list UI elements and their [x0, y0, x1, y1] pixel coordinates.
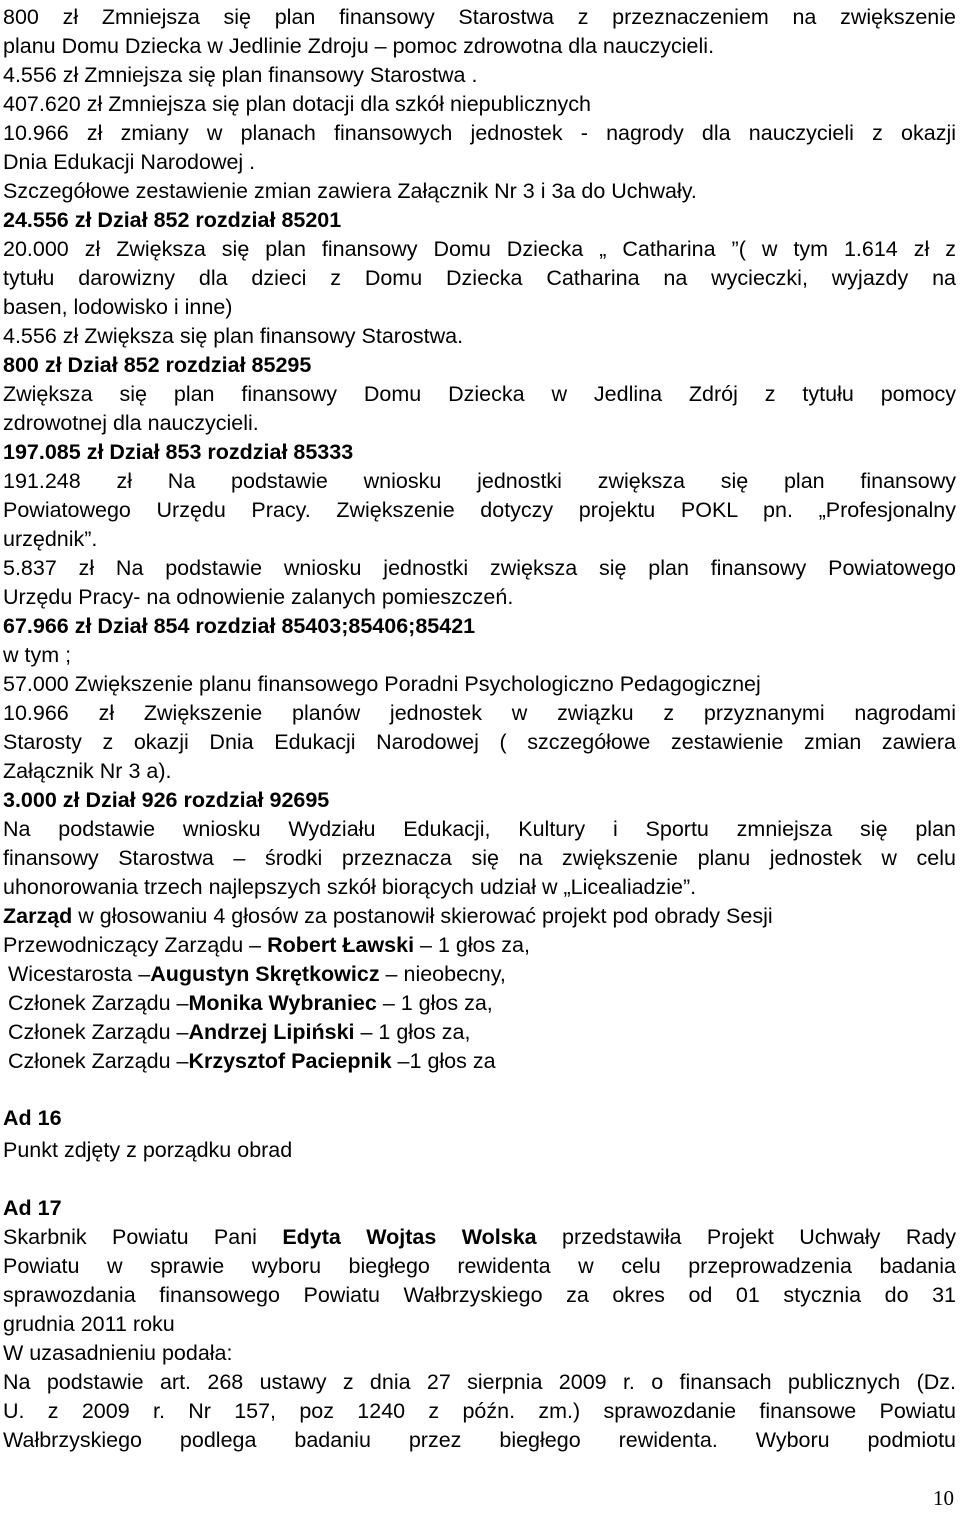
text-run: Zwiększa się plan finansowy Domu Dziecka w Jedlina Zdrój z tytułu pomocy: [3, 382, 956, 406]
text-run: Przewodniczący Zarządu –: [3, 933, 268, 957]
text-run: Starosty z okazji Dnia Edukacji Narodowej ( szczegółowe zestawienie zmian zawiera: [3, 730, 956, 754]
text-line: [3, 264, 956, 293]
text-run: Skarbnik Powiatu Pani: [3, 1225, 283, 1249]
text-run: Powiatowego Urzędu Pracy. Zwiększenie dotyczy projektu POKL pn. „Profesjonalny: [3, 498, 956, 522]
text-line: [8, 1018, 960, 1047]
text-run: W uzasadnieniu podała:: [3, 1341, 233, 1365]
text-line: [3, 612, 956, 641]
text-line: [3, 322, 956, 351]
text-run: 20.000 zł Zwiększa się plan finansowy Domu Dziecka „ Catharina ”( w tym 1.614 zł z: [3, 237, 956, 261]
text-line: [3, 1223, 956, 1252]
text-run: 191.248 zł Na podstawie wniosku jednostki zwiększa się plan finansowy: [3, 469, 956, 493]
text-line: [3, 873, 956, 902]
text-line: [3, 1104, 956, 1133]
text-run: Powiatu w sprawie wyboru biegłego rewidenta w celu przeprowadzenia badania: [3, 1254, 956, 1278]
text-run: finansowy Starostwa – środki przeznacza się na zwiększenie planu jednostek w celu: [3, 846, 956, 870]
bold-text: Andrzej Lipiński: [188, 1020, 355, 1044]
text-line: [3, 496, 956, 525]
bold-text: Ad 16: [3, 1106, 62, 1130]
text-line: [3, 815, 956, 844]
text-line: [3, 438, 956, 467]
text-line: [3, 293, 956, 322]
text-line: [3, 525, 956, 554]
bold-text: 197.085 zł Dział 853 rozdział 85333: [3, 440, 354, 464]
bold-text: Ad 17: [3, 1196, 62, 1220]
text-run: w tym ;: [3, 643, 72, 667]
text-run: – 1 głos za,: [354, 1020, 471, 1044]
text-line: [3, 670, 956, 699]
text-line: [3, 90, 956, 119]
bold-text: Edyta Wojtas Wolska: [282, 1225, 537, 1249]
text-run: przedstawiła Projekt Uchwały Rady: [536, 1225, 956, 1249]
text-run: Członek Zarządu –: [8, 1020, 189, 1044]
text-line: [8, 989, 960, 1018]
text-line: [3, 641, 956, 670]
text-run: sprawozdania finansowego Powiatu Wałbrzyskiego za okres od 01 stycznia do 31: [3, 1283, 956, 1307]
text-line: [3, 119, 956, 148]
text-line: [3, 61, 956, 90]
text-run: U. z 2009 r. Nr 157, poz 1240 z późn. zm.) sprawozdanie finansowe Powiatu: [3, 1399, 956, 1423]
bold-text: 67.966 zł Dział 854 rozdział 85403;85406;85421: [3, 614, 476, 638]
text-line: [8, 1047, 960, 1076]
text-run: 10.966 zł Zwiększenie planów jednostek w związku z przyznanymi nagrodami: [3, 701, 956, 725]
text-line: [3, 728, 956, 757]
text-run: tytułu darowizny dla dzieci z Domu Dziecka Catharina na wycieczki, wyjazdy na: [3, 266, 956, 290]
text-run: Dnia Edukacji Narodowej .: [3, 150, 256, 174]
text-line: [3, 380, 956, 409]
text-run: Na podstawie wniosku Wydziału Edukacji, Kultury i Sportu zmniejsza się plan: [3, 817, 956, 841]
bold-text: Zarząd: [3, 904, 73, 928]
text-run: 5.837 zł Na podstawie wniosku jednostki zwiększa się plan finansowy Powiatowego: [3, 556, 956, 580]
text-line: [3, 1281, 956, 1310]
text-line: [3, 699, 956, 728]
text-line: [3, 235, 956, 264]
text-line: [3, 844, 956, 873]
bold-text: 3.000 zł Dział 926 rozdział 92695: [3, 788, 330, 812]
text-run: 800 zł Zmniejsza się plan finansowy Starostwa z przeznaczeniem na zwiększenie: [3, 5, 956, 29]
text-line: [3, 467, 956, 496]
text-line: [3, 1397, 956, 1426]
text-line: [3, 206, 956, 235]
text-line: [3, 786, 956, 815]
text-line: [8, 960, 960, 989]
text-run: grudnia 2011 roku: [3, 1312, 175, 1336]
text-run: urzędnik”.: [3, 527, 98, 551]
text-run: Członek Zarządu –: [8, 1049, 189, 1073]
text-run: w głosowaniu 4 głosów za postanowił skierować projekt pod obrady Sesji: [72, 904, 773, 928]
text-line: [3, 3, 956, 32]
text-line: [3, 1426, 956, 1455]
bold-text: Krzysztof Paciepnik: [188, 1049, 392, 1073]
text-run: – 1 głos za,: [414, 933, 530, 957]
text-run: 4.556 zł Zwiększa się plan finansowy Starostwa.: [3, 324, 464, 348]
text-run: – nieobecny,: [379, 962, 506, 986]
text-line: [3, 902, 956, 931]
bold-text: Robert Ławski: [267, 933, 415, 957]
text-line: [3, 1310, 956, 1339]
text-line: [3, 1368, 956, 1397]
text-line: [3, 1252, 956, 1281]
text-line: [3, 148, 956, 177]
bold-text: Augustyn Skrętkowicz: [150, 962, 380, 986]
text-run: – 1 głos za,: [376, 991, 493, 1015]
text-line: [3, 554, 956, 583]
text-line: [3, 351, 956, 380]
text-line: [3, 1194, 956, 1223]
bold-text: Monika Wybraniec: [188, 991, 377, 1015]
text-run: Na podstawie art. 268 ustawy z dnia 27 sierpnia 2009 r. o finansach publicznych (Dz.: [3, 1370, 956, 1394]
text-run: 10.966 zł zmiany w planach finansowych jednostek - nagrody dla nauczycieli z okazji: [3, 121, 956, 145]
text-run: Szczegółowe zestawienie zmian zawiera Załącznik Nr 3 i 3a do Uchwały.: [3, 179, 697, 203]
text-run: Wicestarosta –: [8, 962, 151, 986]
text-run: Członek Zarządu –: [8, 991, 189, 1015]
text-run: 407.620 zł Zmniejsza się plan dotacji dla szkół niepublicznych: [3, 92, 591, 116]
text-run: basen, lodowisko i inne): [3, 295, 233, 319]
text-run: planu Domu Dziecka w Jedlinie Zdroju – pomoc zdrowotna dla nauczycieli.: [3, 34, 715, 58]
text-run: Punkt zdjęty z porządku obrad: [3, 1138, 293, 1162]
text-run: uhonorowania trzech najlepszych szkół biorących udział w „Licealiadzie”.: [3, 875, 697, 899]
text-line: [3, 1136, 956, 1165]
text-run: 57.000 Zwiększenie planu finansowego Poradni Psychologiczno Pedagogicznej: [3, 672, 761, 696]
text-run: zdrowotnej dla nauczycieli.: [3, 411, 259, 435]
text-run: Urzędu Pracy- na odnowienie zalanych pomieszczeń.: [3, 585, 514, 609]
text-run: 4.556 zł Zmniejsza się plan finansowy Starostwa .: [3, 63, 478, 87]
text-run: –1 głos za: [391, 1049, 496, 1073]
text-line: [3, 1339, 956, 1368]
bold-text: 800 zł Dział 852 rozdział 85295: [3, 353, 312, 377]
text-line: [3, 931, 956, 960]
text-run: Wałbrzyskiego podlega badaniu przez biegłego rewidenta. Wyboru podmiotu: [3, 1428, 956, 1452]
text-line: [3, 177, 956, 206]
bold-text: 24.556 zł Dział 852 rozdział 85201: [3, 208, 342, 232]
text-line: [3, 32, 956, 61]
text-line: [3, 757, 956, 786]
text-run: Załącznik Nr 3 a).: [3, 759, 172, 783]
text-line: [3, 409, 956, 438]
page-number: 10: [933, 1486, 954, 1510]
text-line: [3, 583, 956, 612]
